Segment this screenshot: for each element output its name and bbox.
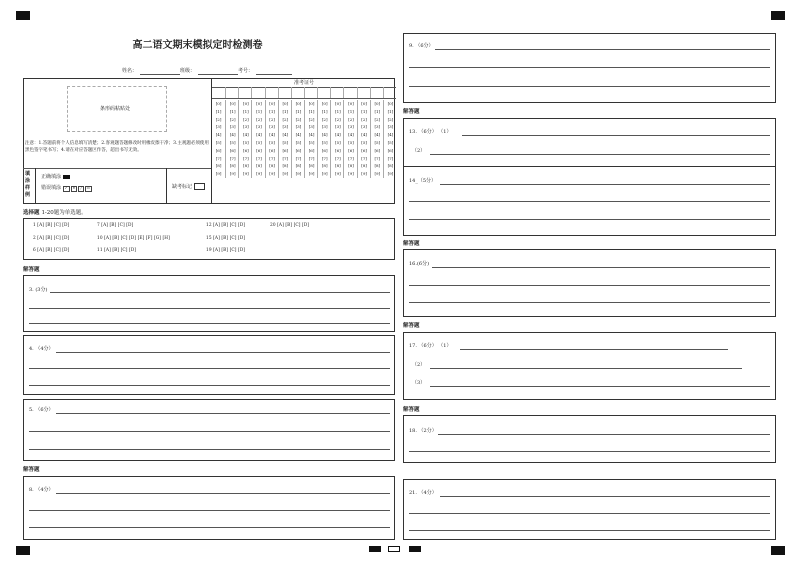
write-cell-divider xyxy=(291,87,292,98)
corner-mark-bottom-right xyxy=(771,546,785,555)
digit-bubble[interactable]: [1] xyxy=(215,108,222,114)
digit-bubble[interactable]: [3] xyxy=(321,124,328,130)
digit-bubble[interactable]: [3] xyxy=(256,124,262,130)
question-3-line-1[interactable] xyxy=(50,292,390,293)
digit-bubble[interactable]: [9] xyxy=(282,171,289,177)
digit-bubble[interactable]: [8] xyxy=(308,163,315,169)
digit-bubble[interactable]: [0] xyxy=(229,101,236,106)
digit-bubble[interactable]: [6] xyxy=(269,147,275,153)
choice-section-note: 1-20题为单选题。 xyxy=(41,210,87,216)
digit-bubble[interactable]: [8] xyxy=(348,163,354,169)
digit-bubble[interactable]: [4] xyxy=(282,132,289,138)
question-4-line-2[interactable] xyxy=(29,368,390,369)
digit-bubble[interactable]: [3] xyxy=(282,124,289,130)
digit-bubble[interactable]: [7] xyxy=(243,155,249,161)
digit-column xyxy=(212,100,225,178)
digit-bubble[interactable]: [5] xyxy=(348,139,354,145)
digit-column xyxy=(317,100,331,178)
digit-bubble[interactable]: [8] xyxy=(282,163,289,169)
digit-bubble[interactable]: [8] xyxy=(361,163,367,169)
digit-column xyxy=(304,100,318,178)
digit-bubble[interactable]: [3] xyxy=(335,124,341,130)
digit-bubble[interactable]: [7] xyxy=(335,155,341,161)
digit-bubble[interactable]: [5] xyxy=(387,139,394,145)
digit-bubble[interactable]: [8] xyxy=(215,163,222,169)
right-answer-section-label-2: 解答题 xyxy=(403,241,420,247)
question-14-line-2[interactable] xyxy=(409,201,770,202)
exam-no-line[interactable] xyxy=(256,74,292,75)
question-16-line-1[interactable] xyxy=(432,267,770,268)
left-answer-section-label-2: 解答题 xyxy=(23,467,40,473)
digit-bubble[interactable]: [8] xyxy=(295,163,302,169)
digit-bubble[interactable]: [4] xyxy=(361,132,367,138)
digit-bubble[interactable]: [7] xyxy=(321,155,328,161)
digit-bubble[interactable]: [3] xyxy=(229,124,236,130)
exam-number-title: 准考证号 xyxy=(293,80,314,86)
choice-question[interactable]: 6 [A] [B] [C] [D] xyxy=(33,248,70,253)
write-cell-divider xyxy=(330,87,331,98)
digit-bubble[interactable]: [9] xyxy=(243,171,249,177)
bottom-mark-left xyxy=(369,546,381,552)
digit-bubble[interactable]: [6] xyxy=(282,147,289,153)
digit-bubble[interactable]: [5] xyxy=(256,139,262,145)
digit-bubble[interactable]: [3] xyxy=(269,124,275,130)
digit-bubble[interactable]: [9] xyxy=(348,171,354,177)
digit-bubble[interactable]: [2] xyxy=(269,116,275,122)
digit-bubble[interactable]: [0] xyxy=(335,101,341,106)
digit-bubble[interactable]: [9] xyxy=(387,171,394,177)
digit-column xyxy=(357,100,371,178)
choice-question[interactable]: 7 [A] [B] [C] [D] xyxy=(97,223,134,228)
digit-bubble[interactable]: [9] xyxy=(308,171,315,177)
digit-bubble[interactable]: [7] xyxy=(348,155,354,161)
question-9-label: 9. （6分） xyxy=(409,43,434,49)
digit-bubble[interactable]: [0] xyxy=(321,101,328,106)
digit-bubble[interactable]: [0] xyxy=(256,101,262,106)
digit-bubble[interactable]: [4] xyxy=(321,132,328,138)
choice-question[interactable]: 19 [A] [B] [C] [D] xyxy=(206,248,246,253)
digit-bubble[interactable]: [7] xyxy=(256,155,262,161)
exam-number-grid xyxy=(211,78,395,204)
digit-bubble[interactable]: [6] xyxy=(387,147,394,153)
digit-bubble[interactable]: [2] xyxy=(335,116,341,122)
digit-bubble[interactable]: [2] xyxy=(243,116,249,122)
digit-bubble[interactable]: [2] xyxy=(215,116,222,122)
question-5-box xyxy=(23,399,395,461)
digit-bubble[interactable]: [5] xyxy=(282,139,289,145)
question-18-line-2[interactable] xyxy=(409,451,770,452)
question-17-label: 17. （6分） （1） xyxy=(409,343,452,349)
name-line[interactable] xyxy=(140,74,180,75)
digit-bubble[interactable]: [4] xyxy=(348,132,354,138)
question-9-line-3[interactable] xyxy=(409,86,770,87)
digit-bubble[interactable]: [4] xyxy=(374,132,381,138)
digit-bubble[interactable]: [0] xyxy=(348,101,354,106)
question-3-label: 3. (3分) xyxy=(29,287,48,293)
digit-bubble[interactable]: [1] xyxy=(269,108,275,114)
question-14-line-1[interactable] xyxy=(440,184,770,185)
digit-bubble[interactable]: [6] xyxy=(321,147,328,153)
digit-column xyxy=(278,100,292,178)
choice-question[interactable]: 2 [A] [B] [C] [D] xyxy=(33,235,70,241)
question-5-line-2[interactable] xyxy=(29,431,390,432)
digit-bubble[interactable]: [6] xyxy=(243,147,249,153)
digit-bubble[interactable]: [1] xyxy=(295,108,302,114)
digit-bubble[interactable]: [3] xyxy=(243,124,249,130)
digit-bubble[interactable]: [9] xyxy=(256,171,262,177)
digit-bubble[interactable]: [1] xyxy=(348,108,354,114)
digit-bubble[interactable]: [7] xyxy=(308,155,315,161)
digit-bubble[interactable]: [5] xyxy=(295,139,302,145)
digit-bubble[interactable]: [7] xyxy=(361,155,367,161)
question-16-line-2[interactable] xyxy=(409,285,770,286)
choice-question[interactable]: 15 [A] [B] [C] [D] xyxy=(206,235,246,241)
bottom-mark-center xyxy=(388,546,400,552)
write-cell-divider xyxy=(251,87,252,98)
digit-bubble[interactable]: [1] xyxy=(308,108,315,114)
question-17-sub-2: （2） xyxy=(412,362,426,368)
name-label: 姓名： xyxy=(122,68,138,74)
digit-bubble[interactable]: [1] xyxy=(374,108,381,114)
corner-mark-top-right xyxy=(771,11,785,20)
digit-bubble[interactable]: [0] xyxy=(295,101,302,106)
digit-bubble[interactable]: [5] xyxy=(215,139,222,145)
digit-bubble[interactable]: [0] xyxy=(361,101,367,106)
digit-bubble[interactable]: [9] xyxy=(295,171,302,177)
digit-bubble[interactable]: [6] xyxy=(256,147,262,153)
wrong-label-text: 错误填涂 xyxy=(41,185,62,191)
question-3-line-3[interactable] xyxy=(29,323,390,324)
exam-title: 高二语文期末模拟定时检测卷 xyxy=(132,40,263,51)
digit-bubble[interactable]: [5] xyxy=(335,139,341,145)
digit-bubble[interactable]: [4] xyxy=(256,132,262,138)
digit-bubble[interactable]: [3] xyxy=(308,124,315,130)
question-17-sub-3: （3） xyxy=(412,380,426,386)
wrong-mark-slash: / xyxy=(80,186,82,190)
digit-bubble[interactable]: [8] xyxy=(269,163,275,169)
write-cell-divider xyxy=(370,87,371,98)
digit-bubble[interactable]: [2] xyxy=(256,116,262,122)
digit-bubble[interactable]: [0] xyxy=(215,101,222,106)
question-16-box xyxy=(403,249,776,317)
digit-bubble[interactable]: [9] xyxy=(321,171,328,177)
digit-bubble[interactable]: [6] xyxy=(374,147,381,153)
correct-fill-sample xyxy=(63,175,70,179)
digit-bubble[interactable]: [7] xyxy=(374,155,381,161)
digit-bubble[interactable]: [3] xyxy=(374,124,381,130)
digit-bubble[interactable]: [1] xyxy=(256,108,262,114)
digit-bubble[interactable]: [6] xyxy=(348,147,354,153)
question-21-label: 21. （4分） xyxy=(409,490,437,496)
digit-bubble[interactable]: [3] xyxy=(295,124,302,130)
digit-grid xyxy=(212,100,396,204)
question-18-box xyxy=(403,415,776,463)
digit-bubble[interactable]: [8] xyxy=(243,163,249,169)
question-16-line-3[interactable] xyxy=(409,302,770,303)
left-answer-section-label: 解答题 xyxy=(23,267,40,273)
digit-bubble[interactable]: [3] xyxy=(361,124,367,130)
digit-bubble[interactable]: [4] xyxy=(308,132,315,138)
digit-bubble[interactable]: [4] xyxy=(229,132,236,138)
digit-bubble[interactable]: [0] xyxy=(269,101,275,106)
digit-bubble[interactable]: [8] xyxy=(374,163,381,169)
digit-bubble[interactable]: [2] xyxy=(282,116,289,122)
correct-label xyxy=(41,174,70,180)
class-line[interactable] xyxy=(198,74,238,75)
question-5-line-3[interactable] xyxy=(29,449,390,450)
write-cell-divider xyxy=(225,87,226,98)
digit-bubble[interactable]: [0] xyxy=(308,101,315,106)
wrong-mark-box: ▭ xyxy=(86,186,90,190)
digit-bubble[interactable]: [4] xyxy=(335,132,341,138)
question-5-label: 5. （6分） xyxy=(29,407,54,413)
question-21-line-3[interactable] xyxy=(409,530,770,531)
digit-bubble[interactable]: [8] xyxy=(256,163,262,169)
digit-bubble[interactable]: [4] xyxy=(243,132,249,138)
digit-bubble[interactable]: [1] xyxy=(243,108,249,114)
digit-bubble[interactable]: [6] xyxy=(229,147,236,153)
digit-bubble[interactable]: [0] xyxy=(374,101,381,106)
choice-section-title: 选择题 xyxy=(23,210,40,216)
question-9-line-2[interactable] xyxy=(409,67,770,68)
digit-bubble[interactable]: [1] xyxy=(335,108,341,114)
question-13-sub-2: （2） xyxy=(412,148,426,154)
digit-bubble[interactable]: [5] xyxy=(229,139,236,145)
write-cell-divider xyxy=(265,87,266,98)
question-9-box xyxy=(403,33,776,103)
digit-column xyxy=(291,100,305,178)
digit-column xyxy=(383,100,397,178)
digit-bubble[interactable]: [9] xyxy=(215,171,222,177)
digit-bubble[interactable]: [2] xyxy=(295,116,302,122)
write-cell-divider xyxy=(238,87,239,98)
digit-bubble[interactable]: [2] xyxy=(387,116,394,122)
digit-bubble[interactable]: [8] xyxy=(229,163,236,169)
right-answer-section-label-1: 解答题 xyxy=(403,109,420,115)
write-cell-divider xyxy=(383,87,384,98)
digit-bubble[interactable]: [7] xyxy=(215,155,222,161)
digit-bubble[interactable]: [8] xyxy=(387,163,394,169)
digit-bubble[interactable]: [3] xyxy=(215,124,222,130)
write-cell-divider xyxy=(343,87,344,98)
absent-label-text: 缺考标记 xyxy=(172,184,193,190)
correct-label-text: 正确填涂 xyxy=(41,174,62,180)
question-14-label: 14_（5分） xyxy=(409,178,437,184)
question-4-line-1[interactable] xyxy=(56,352,390,353)
write-cell-divider xyxy=(278,87,279,98)
digit-bubble[interactable]: [2] xyxy=(348,116,354,122)
digit-bubble[interactable]: [7] xyxy=(269,155,275,161)
digit-bubble[interactable]: [1] xyxy=(282,108,289,114)
question-18-line-1[interactable] xyxy=(438,434,770,435)
digit-bubble[interactable]: [6] xyxy=(361,147,367,153)
digit-column xyxy=(343,100,357,178)
digit-bubble[interactable]: [6] xyxy=(295,147,302,153)
choice-section-label xyxy=(23,208,87,216)
digit-bubble[interactable]: [7] xyxy=(387,155,394,161)
question-17-line-3[interactable] xyxy=(430,386,770,387)
digit-column xyxy=(238,100,252,178)
question-8-label: 8. （4分） xyxy=(29,487,54,493)
digit-bubble[interactable]: [4] xyxy=(295,132,302,138)
question-13-line-2[interactable] xyxy=(430,154,770,155)
wrong-mark-cross: ✕ xyxy=(72,186,76,190)
digit-bubble[interactable]: [7] xyxy=(282,155,289,161)
question-21-line-2[interactable] xyxy=(409,513,770,514)
question-14-line-3[interactable] xyxy=(409,219,770,220)
question-4-line-3[interactable] xyxy=(29,385,390,386)
absent-label xyxy=(172,183,205,190)
digit-bubble[interactable]: [6] xyxy=(215,147,222,153)
exam-number-write-divider xyxy=(212,98,396,99)
digit-bubble[interactable]: [5] xyxy=(361,139,367,145)
question-5-line-1[interactable] xyxy=(56,413,390,414)
digit-bubble[interactable]: [5] xyxy=(321,139,328,145)
digit-column xyxy=(370,100,384,178)
question-9-line-1[interactable] xyxy=(435,49,770,50)
digit-bubble[interactable]: [5] xyxy=(269,139,275,145)
digit-bubble[interactable]: [6] xyxy=(335,147,341,153)
digit-bubble[interactable]: [9] xyxy=(361,171,367,177)
digit-bubble[interactable]: [7] xyxy=(295,155,302,161)
notice-text: 注意：1.答题前将个人信息填写清楚；2.客观题答题修改时用橡皮擦干净；3.主观题必须使用黑色签字笔书写；4.请在对应答题区作答，超出书写无效。 xyxy=(25,141,209,153)
question-8-line-2[interactable] xyxy=(29,510,390,511)
digit-bubble[interactable]: [9] xyxy=(335,171,341,177)
right-answer-section-label-4: 解答题 xyxy=(403,407,420,413)
write-cell-divider xyxy=(304,87,305,98)
digit-bubble[interactable]: [1] xyxy=(321,108,328,114)
question-3-line-2[interactable] xyxy=(29,308,390,309)
write-cell-divider xyxy=(357,87,358,98)
question-4-box xyxy=(23,335,395,395)
wrong-label xyxy=(41,185,93,192)
question-13-label: 13. （6分） （1） xyxy=(409,129,452,135)
digit-bubble[interactable]: [1] xyxy=(229,108,236,114)
corner-mark-bottom-left xyxy=(16,546,30,555)
wrong-mark-check: ✓ xyxy=(64,186,68,190)
digit-bubble[interactable]: [0] xyxy=(282,101,289,106)
digit-column xyxy=(265,100,279,178)
exam-no-label: 考号： xyxy=(238,68,254,74)
digit-bubble[interactable]: [3] xyxy=(387,124,394,130)
digit-bubble[interactable]: [6] xyxy=(308,147,315,153)
digit-column xyxy=(330,100,344,178)
digit-bubble[interactable]: [4] xyxy=(387,132,394,138)
class-label: 班级： xyxy=(180,68,196,74)
digit-bubble[interactable]: [2] xyxy=(321,116,328,122)
choice-question[interactable]: 12 [A] [B] [C] [D] xyxy=(206,223,246,228)
question-17-box xyxy=(403,332,776,400)
digit-bubble[interactable]: [5] xyxy=(308,139,315,145)
digit-bubble[interactable]: [9] xyxy=(269,171,275,177)
digit-bubble[interactable]: [9] xyxy=(374,171,381,177)
absent-checkbox[interactable] xyxy=(194,183,205,190)
digit-bubble[interactable]: [8] xyxy=(321,163,328,169)
right-answer-section-label-3: 解答题 xyxy=(403,323,420,329)
digit-bubble[interactable]: [2] xyxy=(374,116,381,122)
question-18-label: 18. （2分） xyxy=(409,428,437,434)
digit-bubble[interactable]: [3] xyxy=(348,124,354,130)
question-8-box xyxy=(23,476,395,540)
digit-bubble[interactable]: [9] xyxy=(229,171,236,177)
digit-column xyxy=(225,100,239,178)
question-8-line-3[interactable] xyxy=(29,527,390,528)
digit-bubble[interactable]: [4] xyxy=(215,132,222,138)
digit-bubble[interactable]: [2] xyxy=(229,116,236,122)
digit-bubble[interactable]: [5] xyxy=(374,139,381,145)
choice-question[interactable]: 1 [A] [B] [C] [D] xyxy=(33,223,70,228)
bottom-mark-right xyxy=(409,546,421,552)
digit-bubble[interactable]: [7] xyxy=(229,155,236,161)
digit-bubble[interactable]: [1] xyxy=(387,108,394,114)
sample-label: 填涂样例 xyxy=(25,171,31,198)
question-13-line-1[interactable] xyxy=(462,135,770,136)
barcode-label: 条形码粘贴处 xyxy=(100,106,131,112)
digit-bubble[interactable]: [1] xyxy=(361,108,367,114)
digit-bubble[interactable]: [2] xyxy=(308,116,315,122)
digit-bubble[interactable]: [0] xyxy=(243,101,249,106)
digit-bubble[interactable]: [2] xyxy=(361,116,367,122)
question-21-line-1[interactable] xyxy=(440,496,770,497)
question-16-label: 16.(6分) xyxy=(409,261,430,267)
digit-bubble[interactable]: [5] xyxy=(243,139,249,145)
question-17-line-1[interactable] xyxy=(460,349,728,350)
choice-question[interactable]: 20 [A] [B] [C] [D] xyxy=(270,223,310,228)
choice-question[interactable]: 10 [A] [B] [C] [D] [E] [F] [G] [H] xyxy=(97,235,170,241)
digit-bubble[interactable]: [0] xyxy=(387,101,394,106)
corner-mark-top-left xyxy=(16,11,30,20)
question-4-label: 4. （4分） xyxy=(29,346,54,352)
digit-bubble[interactable]: [4] xyxy=(269,132,275,138)
write-cell-divider xyxy=(317,87,318,98)
digit-bubble[interactable]: [8] xyxy=(335,163,341,169)
question-8-line-1[interactable] xyxy=(56,493,390,494)
digit-column xyxy=(251,100,265,178)
question-17-line-2[interactable] xyxy=(430,368,742,369)
choice-question[interactable]: 11 [A] [B] [C] [D] xyxy=(97,248,137,253)
question-14-divider xyxy=(403,166,776,167)
